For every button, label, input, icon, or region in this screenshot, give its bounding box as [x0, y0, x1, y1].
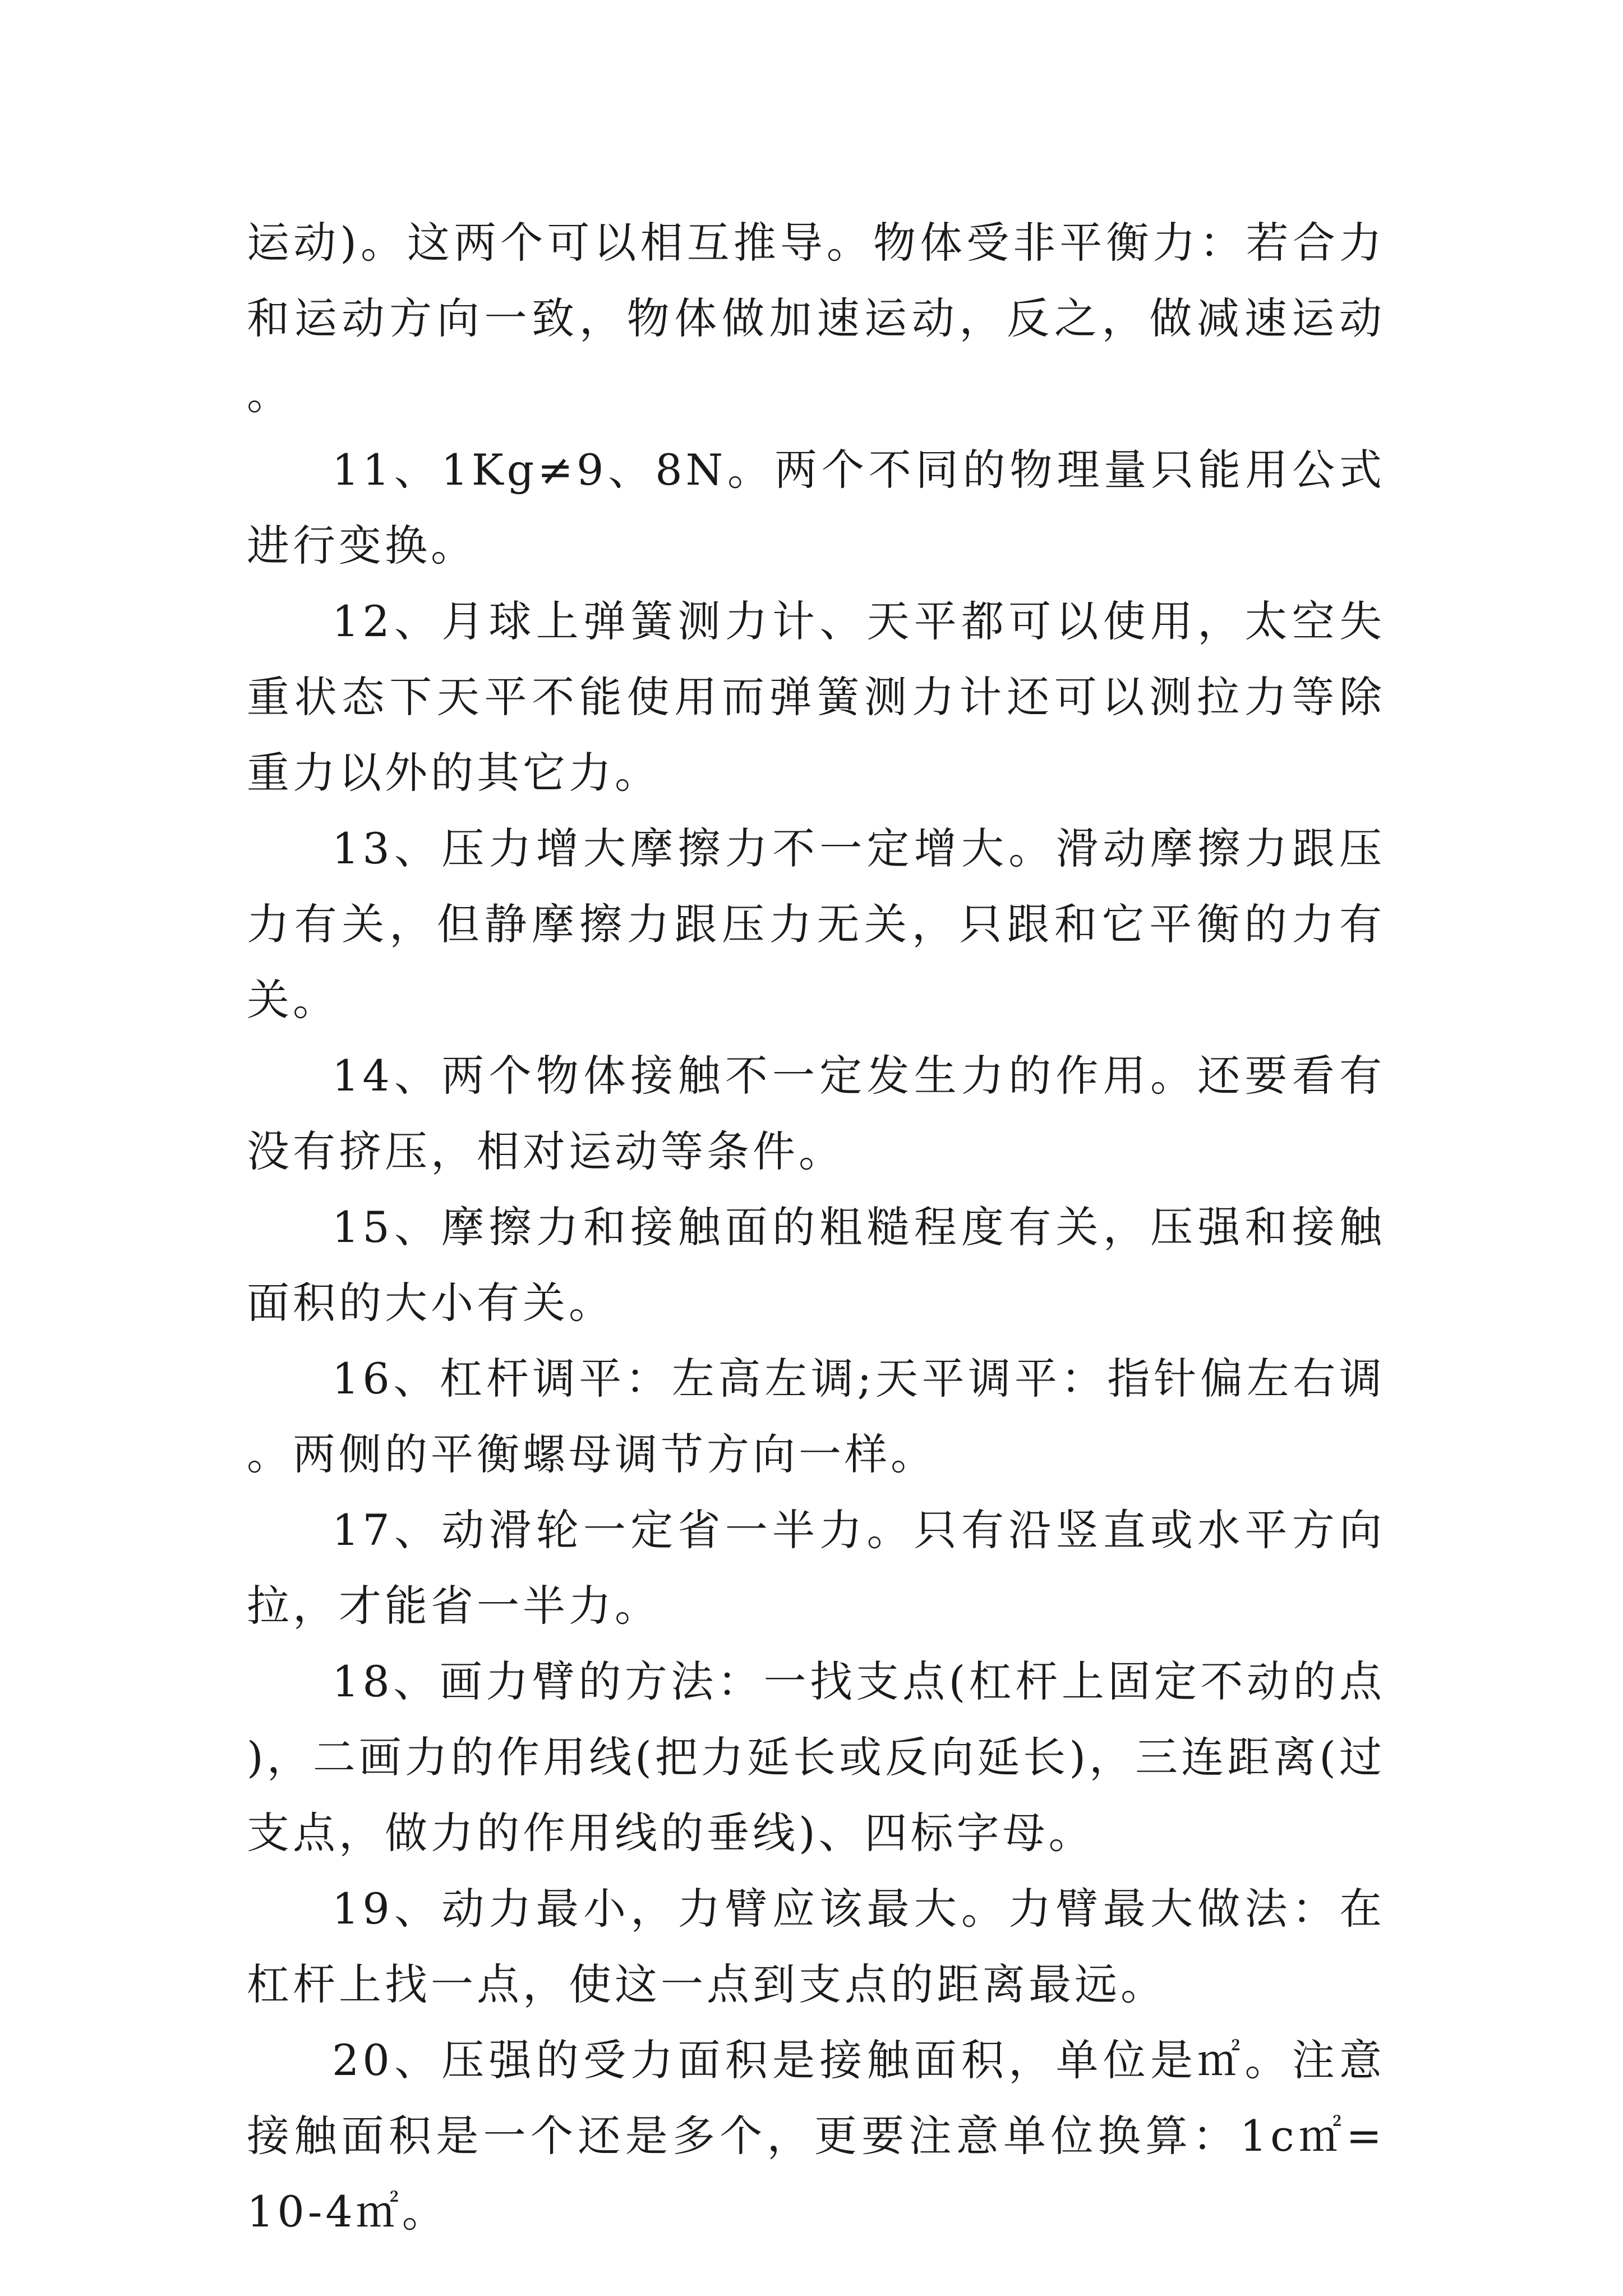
paragraph-item-14: 14、两个物体接触不一定发生力的作用。还要看有没有挤压，相对运动等条件。	[247, 1051, 1385, 1176]
paragraph-item-20: 20、压强的受力面积是接触面积，单位是㎡。注意接触面积是一个还是多个，更要注意单位换算：1c㎡=10-4㎡。	[247, 2035, 1385, 2237]
paragraph-item-19: 19、动力最小，力臂应该最大。力臂最大做法：在杠杆上找一点，使这一点到支点的距离最远。	[247, 1884, 1385, 2009]
paragraph-item-11: 11、1Kg≠9、8N。两个不同的物理量只能用公式进行变换。	[247, 445, 1385, 570]
paragraph-item-13: 13、压力增大摩擦力不一定增大。滑动摩擦力跟压力有关，但静摩擦力跟压力无关，只跟和它平衡的力有关。	[247, 823, 1385, 1025]
paragraph-item-17: 17、动滑轮一定省一半力。只有沿竖直或水平方向拉，才能省一半力。	[247, 1505, 1385, 1631]
paragraph-continuation: 运动)。这两个可以相互推导。物体受非平衡力：若合力和运动方向一致，物体做加速运动，反之，做减速运动。	[247, 218, 1385, 419]
paragraph-item-16: 16、杠杆调平：左高左调;天平调平：指针偏左右调。两侧的平衡螺母调节方向一样。	[247, 1354, 1385, 1479]
paragraph-item-12: 12、月球上弹簧测力计、天平都可以使用，太空失重状态下天平不能使用而弹簧测力计还可以测拉力等除重力以外的其它力。	[247, 596, 1385, 798]
paragraph-item-15: 15、摩擦力和接触面的粗糙程度有关，压强和接触面积的大小有关。	[247, 1202, 1385, 1328]
document-body	[247, 205, 1385, 2249]
paragraph-item-18: 18、画力臂的方法：一找支点(杠杆上固定不动的点)，二画力的作用线(把力延长或反向延长)，三连距离(过支点，做力的作用线的垂线)、四标字母。	[247, 1657, 1385, 1858]
